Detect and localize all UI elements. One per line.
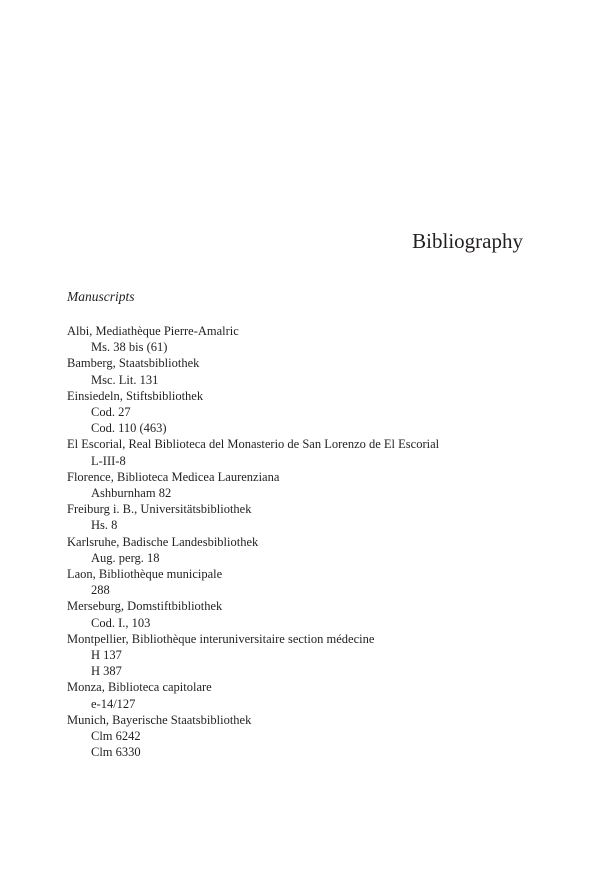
shelfmark-entry: Hs. 8 [91, 518, 118, 533]
shelfmark-entry: Aug. perg. 18 [91, 550, 160, 565]
shelfmark-entry: Ms. 38 bis (61) [91, 340, 168, 355]
library-entry: Freiburg i. B., Universitätsbibliothek [67, 502, 252, 517]
manuscript-list [67, 323, 547, 760]
shelfmark-entry: H 387 [91, 664, 122, 679]
shelfmark-entry: Cod. 27 [91, 405, 131, 420]
page-title: Bibliography [412, 229, 523, 253]
library-entry: Montpellier, Bibliothèque interuniversitaire section médecine [67, 631, 375, 646]
shelfmark-entry: Clm 6330 [91, 745, 141, 760]
section-heading: Manuscripts [67, 289, 135, 304]
shelfmark-entry: e-14/127 [91, 696, 136, 711]
shelfmark-entry: Cod. 110 (463) [91, 421, 167, 436]
library-entry: Laon, Bibliothèque municipale [67, 567, 223, 582]
library-entry: Karlsruhe, Badische Landesbibliothek [67, 534, 259, 549]
library-entry: Albi, Mediathèque Pierre-Amalric [67, 324, 239, 338]
shelfmark-entry: Ashburnham 82 [91, 486, 172, 501]
library-entry: Einsiedeln, Stiftsbibliothek [67, 388, 204, 403]
shelfmark-entry: Msc. Lit. 131 [91, 372, 159, 387]
library-entry: El Escorial, Real Biblioteca del Monasterio de San Lorenzo de El Escorial [67, 437, 440, 452]
shelfmark-entry: L-III-8 [91, 453, 126, 468]
library-entry: Merseburg, Domstiftbibliothek [67, 599, 223, 614]
library-entry: Florence, Biblioteca Medicea Laurenziana [67, 469, 280, 484]
shelfmark-entry: H 137 [91, 648, 122, 663]
shelfmark-entry: Cod. I., 103 [91, 615, 151, 630]
shelfmark-entry: 288 [91, 583, 110, 598]
library-entry: Munich, Bayerische Staatsbibliothek [67, 712, 252, 727]
library-entry: Bamberg, Staatsbibliothek [67, 356, 200, 371]
library-entry: Monza, Biblioteca capitolare [67, 680, 212, 695]
shelfmark-entry: Clm 6242 [91, 729, 141, 744]
